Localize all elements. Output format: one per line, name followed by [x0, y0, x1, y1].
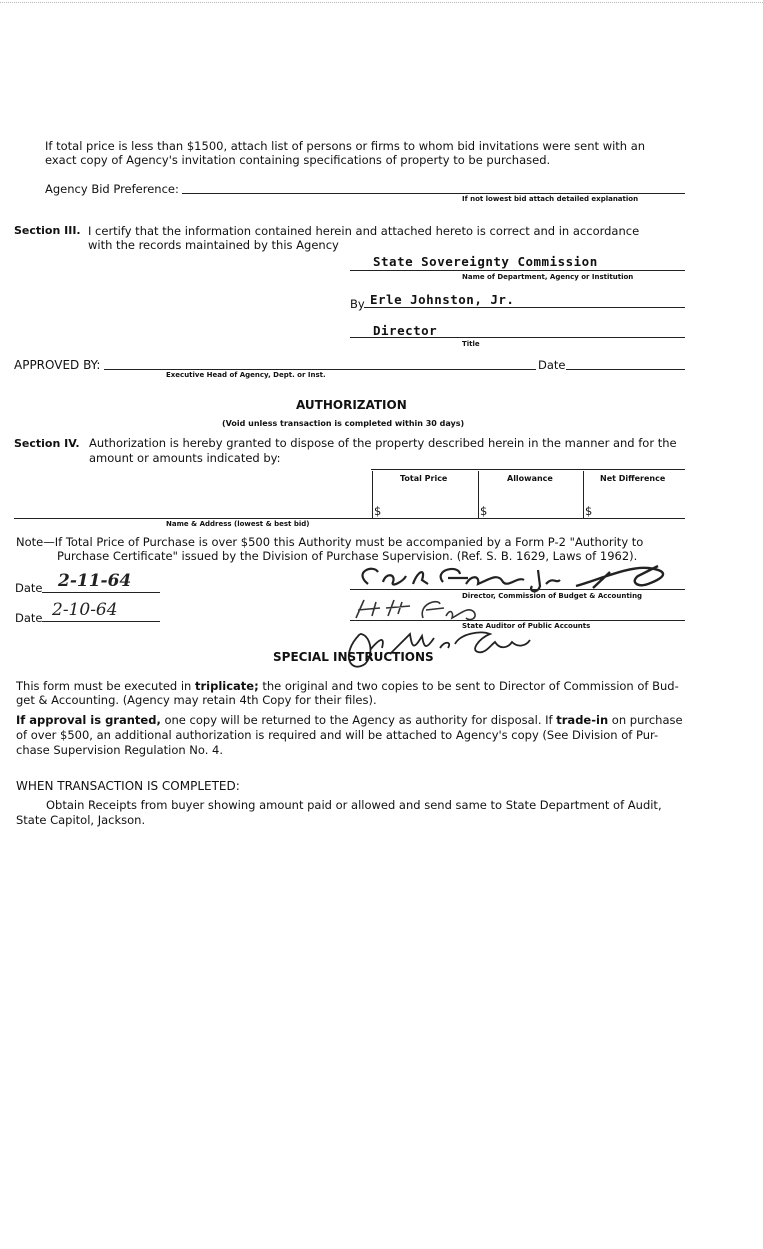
auditor-field[interactable] [350, 620, 685, 621]
special-heading: SPECIAL INSTRUCTIONS [273, 650, 434, 664]
total-price-dollar: $ [374, 504, 382, 518]
authorization-sub: (Void unless transaction is completed within 30 days) [222, 419, 465, 428]
director-field[interactable] [350, 589, 685, 590]
price-table-divider-3 [583, 471, 584, 519]
special-p1-line-2: get & Accounting. (Agency may retain 4th Copy for their files). [16, 693, 377, 707]
department-field[interactable] [350, 270, 685, 271]
approved-by-label: APPROVED BY: [14, 358, 101, 372]
agency-bid-note: If not lowest bid attach detailed explanation [462, 195, 639, 203]
price-table-divider-1 [372, 471, 373, 519]
special-p2-line-3: chase Supervision Regulation No. 4. [16, 743, 224, 757]
director-caption: Director, Commission of Budget & Accounting [462, 592, 643, 600]
auditor-caption: State Auditor of Public Accounts [462, 622, 591, 630]
title-caption: Title [462, 340, 480, 348]
page-edge [0, 2, 763, 3]
special-p2-line-2: of over $500, an additional authorization is required and will be attached to Agency's copy (See Division of Pur- [16, 728, 659, 742]
director-signature [348, 562, 678, 596]
title-value: Director [373, 323, 438, 338]
by-label: By [350, 297, 365, 311]
section-4-heading: Section IV. [14, 437, 80, 450]
approved-date-field[interactable] [566, 369, 685, 370]
by-field[interactable] [364, 307, 685, 308]
name-address-field[interactable] [14, 518, 685, 519]
authorization-heading: AUTHORIZATION [296, 398, 407, 412]
auditor-signature [330, 624, 570, 674]
approved-by-caption: Executive Head of Agency, Dept. or Inst. [166, 371, 326, 379]
date-1-field[interactable] [42, 592, 160, 593]
section-4-line-1: Authorization is hereby granted to dispose of the property described herein in the manner and for the [89, 436, 677, 450]
completed-line-2: State Capitol, Jackson. [16, 813, 146, 827]
special-p1-line-1: This form must be executed in triplicate; the original and two copies to be sent to Director of Commission of Bud- [16, 679, 679, 693]
date-2-label: Date [15, 611, 43, 625]
intro-line-1: If total price is less than $1500, attach list of persons or firms to whom bid invitations were sent with an [45, 139, 646, 153]
col-total-price: Total Price [400, 474, 448, 483]
note-line-1: Note—If Total Price of Purchase is over $500 this Authority must be accompanied by a Form P-2 "Authority to [16, 535, 644, 549]
date-1-label: Date [15, 581, 43, 595]
net-difference-dollar: $ [585, 504, 593, 518]
col-net-difference: Net Difference [600, 474, 666, 483]
intro-line-2: exact copy of Agency's invitation containing specifications of property to be purchased. [45, 153, 551, 167]
price-table-divider-2 [478, 471, 479, 519]
agency-bid-field[interactable] [182, 193, 685, 194]
by-value: Erle Johnston, Jr. [370, 292, 515, 307]
completed-heading: WHEN TRANSACTION IS COMPLETED: [16, 779, 240, 793]
date-2-field[interactable] [42, 621, 160, 622]
section-3-line-1: I certify that the information contained herein and attached hereto is correct and in accordance [88, 224, 640, 238]
title-field[interactable] [350, 337, 685, 338]
approved-by-field[interactable] [104, 369, 536, 370]
department-value: State Sovereignty Commission [373, 254, 598, 269]
date-2-value: 2-10-64 [52, 600, 118, 620]
completed-line-1: Obtain Receipts from buyer showing amount paid or allowed and send same to State Department of Audit, [46, 798, 662, 812]
section-3-heading: Section III. [14, 224, 81, 237]
department-caption: Name of Department, Agency or Institution [462, 273, 634, 281]
approved-date-label: Date [538, 358, 566, 372]
special-p2-line-1: If approval is granted, one copy will be returned to the Agency as authority for disposal. If trade-in on purchase [16, 713, 683, 727]
date-1-value: 2-11-64 [58, 571, 132, 591]
note-line-2: Purchase Certificate" issued by the Division of Purchase Supervision. (Ref. S. B. 1629, Laws of 1962). [57, 549, 638, 563]
allowance-dollar: $ [480, 504, 488, 518]
section-3-line-2: with the records maintained by this Agency [88, 238, 339, 252]
section-4-line-2: amount or amounts indicated by: [89, 451, 281, 465]
price-table-top [371, 469, 685, 470]
col-allowance: Allowance [507, 474, 553, 483]
agency-bid-label: Agency Bid Preference: [45, 182, 179, 196]
name-address-caption: Name & Address (lowest & best bid) [166, 520, 310, 528]
